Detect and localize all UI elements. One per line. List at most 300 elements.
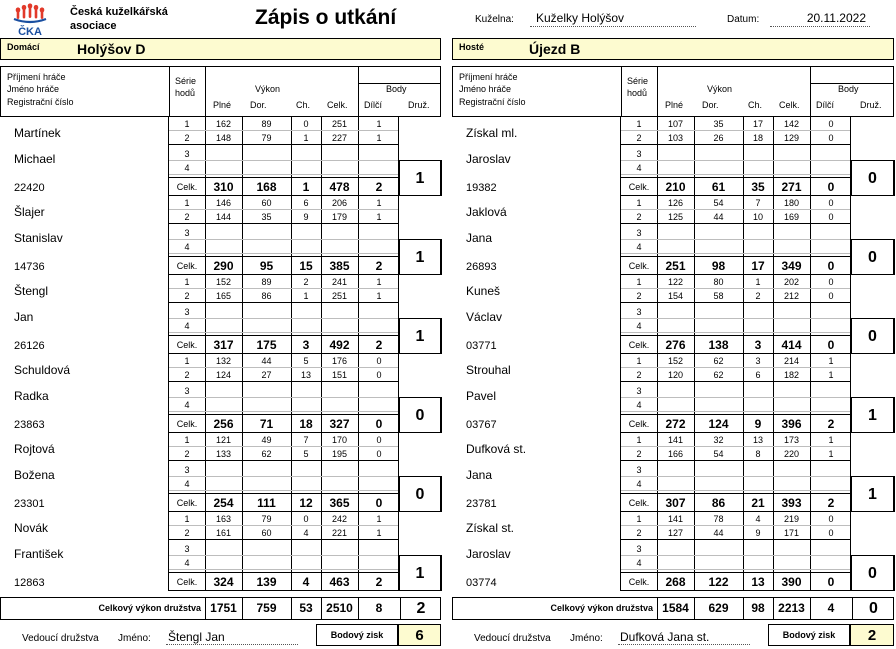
column-label-ch: Ch. xyxy=(748,100,763,110)
score-grid xyxy=(168,275,399,354)
player-surname: Strouhal xyxy=(466,363,511,377)
series-row xyxy=(621,368,850,382)
series-celk: 219 xyxy=(783,514,800,524)
series-ch: 7 xyxy=(755,198,761,208)
total-ch: 3 xyxy=(302,338,310,352)
column-label-dilci: Dílčí xyxy=(364,100,382,110)
player-surname: Rojtová xyxy=(14,442,55,456)
series-row xyxy=(621,117,850,131)
player-first-name: František xyxy=(14,547,64,561)
series-dilci: 1 xyxy=(376,528,382,538)
total-celk: 327 xyxy=(329,417,350,431)
series-dor: 44 xyxy=(713,212,724,222)
series-number: 1 xyxy=(184,356,190,366)
total-plne: 317 xyxy=(213,338,234,352)
total-ch: 15 xyxy=(299,259,313,273)
player-registration-number: 23781 xyxy=(466,498,497,510)
series-plne: 154 xyxy=(667,291,684,301)
player-total-row xyxy=(621,493,850,512)
series-dilci: 1 xyxy=(376,119,382,129)
total-plne: 256 xyxy=(213,417,234,431)
series-celk: 182 xyxy=(783,370,800,380)
series-dor: 62 xyxy=(713,356,724,366)
series-number: 2 xyxy=(636,133,642,143)
away-team-name: Újezd B xyxy=(529,41,581,57)
series-number: 4 xyxy=(184,242,190,252)
column-divider xyxy=(657,67,658,116)
series-plne: 132 xyxy=(215,356,232,366)
series-number: 3 xyxy=(184,149,190,159)
series-dor: 78 xyxy=(713,514,724,524)
column-label-druz: Druž. xyxy=(860,100,882,110)
series-row xyxy=(169,384,398,398)
player-block xyxy=(452,196,894,275)
total-dor: 95 xyxy=(259,259,274,273)
player-block xyxy=(452,275,894,354)
series-dor: 89 xyxy=(261,119,272,129)
total-dilci: 2 xyxy=(375,259,383,273)
series-dilci: 1 xyxy=(828,356,834,366)
series-dor: 49 xyxy=(261,435,272,445)
series-row xyxy=(621,240,850,254)
series-celk: 221 xyxy=(331,528,348,538)
team-total-ch: 98 xyxy=(751,601,765,615)
series-number: 3 xyxy=(184,386,190,396)
series-dor: 62 xyxy=(713,370,724,380)
total-plne: 307 xyxy=(665,496,686,510)
page-title: Zápis o utkání xyxy=(255,6,397,29)
series-row xyxy=(621,556,850,570)
series-number: 4 xyxy=(636,479,642,489)
player-first-name: Jan xyxy=(14,310,34,324)
celk-label: Celk. xyxy=(628,340,650,350)
series-celk: 212 xyxy=(783,291,800,301)
celk-label: Celk. xyxy=(176,419,198,429)
column-divider xyxy=(810,67,811,116)
column-label-plne: Plné xyxy=(213,100,232,110)
column-label-serie-1: Série xyxy=(627,76,649,86)
player-block xyxy=(0,433,441,512)
series-number: 2 xyxy=(184,212,190,222)
score-grid xyxy=(620,433,851,512)
series-plne: 152 xyxy=(667,356,684,366)
series-dor: 54 xyxy=(713,449,724,459)
player-registration-number: 26893 xyxy=(466,261,497,273)
total-celk: 414 xyxy=(781,338,802,352)
player-registration-number: 22420 xyxy=(14,182,45,194)
player-registration-number: 23863 xyxy=(14,419,45,431)
player-total-row xyxy=(621,414,850,433)
series-celk: 176 xyxy=(331,356,348,366)
points-gain-value: 2 xyxy=(850,624,894,646)
column-label-druz: Druž. xyxy=(408,100,430,110)
player-block xyxy=(0,354,441,433)
column-divider xyxy=(358,67,359,116)
score-grid xyxy=(620,196,851,275)
total-celk: 478 xyxy=(329,180,350,194)
series-plne: 162 xyxy=(215,119,232,129)
team-point-box: 1 xyxy=(399,555,442,591)
player-total-row xyxy=(621,177,850,196)
series-row xyxy=(169,226,398,240)
total-celk: 271 xyxy=(781,180,802,194)
column-label-plne: Plné xyxy=(665,100,684,110)
series-number: 2 xyxy=(184,291,190,301)
series-ch: 8 xyxy=(755,449,761,459)
series-row xyxy=(621,210,850,224)
series-number: 4 xyxy=(184,479,190,489)
series-row xyxy=(169,354,398,368)
series-number: 4 xyxy=(636,400,642,410)
score-grid xyxy=(620,354,851,433)
total-dor: 168 xyxy=(256,180,277,194)
series-row xyxy=(621,512,850,526)
total-ch: 17 xyxy=(751,259,765,273)
series-number: 1 xyxy=(184,435,190,445)
team-point-box: 1 xyxy=(399,318,442,354)
series-dilci: 1 xyxy=(828,449,834,459)
series-number: 1 xyxy=(184,198,190,208)
series-dilci: 1 xyxy=(828,435,834,445)
total-dilci: 0 xyxy=(827,180,835,194)
series-row xyxy=(169,556,398,570)
series-row xyxy=(169,368,398,382)
series-row xyxy=(169,161,398,175)
series-dor: 60 xyxy=(261,528,272,538)
total-ch: 1 xyxy=(302,180,310,194)
series-number: 4 xyxy=(636,558,642,568)
team-point-box: 1 xyxy=(399,160,442,196)
series-plne: 107 xyxy=(667,119,684,129)
series-plne: 141 xyxy=(667,435,684,445)
total-dor: 86 xyxy=(711,496,726,510)
series-row xyxy=(169,477,398,491)
series-plne: 148 xyxy=(215,133,232,143)
series-dor: 27 xyxy=(261,370,272,380)
team-point-box: 0 xyxy=(851,555,895,591)
player-first-name: Božena xyxy=(14,468,55,482)
team-leader-name: Štengl Jan xyxy=(166,630,298,645)
team-total-label: Celkový výkon družstva xyxy=(98,603,201,613)
series-dilci: 0 xyxy=(376,449,382,459)
column-label-player-2: Jméno hráče xyxy=(459,84,512,94)
team-total-dilci: 4 xyxy=(827,601,835,615)
series-number: 2 xyxy=(636,528,642,538)
celk-label: Celk. xyxy=(176,182,198,192)
series-plne: 121 xyxy=(215,435,232,445)
series-number: 3 xyxy=(636,149,642,159)
total-dor: 98 xyxy=(711,259,726,273)
series-number: 3 xyxy=(636,544,642,554)
column-divider xyxy=(621,67,622,116)
series-row xyxy=(169,305,398,319)
org-line-1: Česká kuželkářská xyxy=(70,6,168,18)
series-number: 1 xyxy=(184,277,190,287)
series-row xyxy=(169,240,398,254)
total-dor: 71 xyxy=(259,417,274,431)
player-surname: Dufková st. xyxy=(466,442,527,456)
series-row xyxy=(169,447,398,461)
series-plne: 163 xyxy=(215,514,232,524)
total-plne: 251 xyxy=(665,259,686,273)
total-dilci: 0 xyxy=(827,259,835,273)
player-total-row xyxy=(621,256,850,275)
total-plne: 268 xyxy=(665,575,686,589)
total-ch: 13 xyxy=(751,575,765,589)
total-plne: 276 xyxy=(665,338,686,352)
total-dilci: 0 xyxy=(375,496,383,510)
series-number: 4 xyxy=(636,242,642,252)
series-celk: 170 xyxy=(331,435,348,445)
series-dor: 35 xyxy=(713,119,724,129)
series-ch: 1 xyxy=(303,291,309,301)
team-point-box: 0 xyxy=(399,397,442,433)
player-surname: Novák xyxy=(14,521,49,535)
total-ch: 12 xyxy=(299,496,313,510)
player-block xyxy=(452,117,894,196)
series-dilci: 1 xyxy=(376,277,382,287)
team-total-dilci: 8 xyxy=(375,601,383,615)
series-celk: 171 xyxy=(783,528,800,538)
series-row xyxy=(169,289,398,303)
series-dilci: 0 xyxy=(376,356,382,366)
team-point-box: 1 xyxy=(851,397,895,433)
player-surname: Schuldová xyxy=(14,363,71,377)
player-first-name: Václav xyxy=(466,310,503,324)
total-ch: 9 xyxy=(754,417,762,431)
total-dor: 111 xyxy=(257,496,276,510)
player-first-name: Radka xyxy=(14,389,49,403)
total-dilci: 0 xyxy=(827,338,835,352)
series-row xyxy=(621,526,850,540)
column-label-player-1: Příjmení hráče xyxy=(459,72,518,82)
series-celk: 242 xyxy=(331,514,348,524)
series-plne: 166 xyxy=(667,449,684,459)
total-dor: 124 xyxy=(708,417,729,431)
series-number: 2 xyxy=(184,449,190,459)
total-ch: 3 xyxy=(754,338,762,352)
score-grid xyxy=(168,196,399,275)
column-label-player-3: Registrační číslo xyxy=(7,97,74,107)
player-total-row xyxy=(169,256,398,275)
series-plne: 125 xyxy=(667,212,684,222)
series-ch: 5 xyxy=(303,356,309,366)
player-total-row xyxy=(169,335,398,354)
series-number: 2 xyxy=(184,528,190,538)
points-gain-label: Bodový zisk xyxy=(316,624,398,646)
series-number: 4 xyxy=(184,163,190,173)
series-celk: 169 xyxy=(783,212,800,222)
home-side-label: Domácí xyxy=(7,42,40,52)
series-number: 3 xyxy=(184,228,190,238)
series-number: 3 xyxy=(636,465,642,475)
series-dor: 80 xyxy=(713,277,724,287)
column-label-player-2: Jméno hráče xyxy=(7,84,60,94)
series-ch: 10 xyxy=(752,212,763,222)
series-dor: 32 xyxy=(713,435,724,445)
total-dilci: 2 xyxy=(827,417,835,431)
series-dilci: 0 xyxy=(828,514,834,524)
total-dilci: 2 xyxy=(375,180,383,194)
team-point-box: 1 xyxy=(851,476,895,512)
datum-value: 20.11.2022 xyxy=(770,11,870,27)
player-surname: Šlajer xyxy=(14,205,45,219)
series-celk: 227 xyxy=(331,133,348,143)
player-surname: Štengl xyxy=(14,284,49,298)
series-row xyxy=(621,477,850,491)
points-gain-value: 6 xyxy=(398,624,441,646)
player-registration-number: 26126 xyxy=(14,340,45,352)
player-registration-number: 03774 xyxy=(466,577,497,589)
team-total-dor: 629 xyxy=(708,601,729,615)
series-number: 1 xyxy=(184,119,190,129)
series-number: 1 xyxy=(636,514,642,524)
series-celk: 195 xyxy=(331,449,348,459)
series-dor: 58 xyxy=(713,291,724,301)
series-celk: 251 xyxy=(331,291,348,301)
series-number: 2 xyxy=(184,133,190,143)
team-leader-label: Vedoucí družstva xyxy=(474,633,551,644)
team-leader-name-label: Jméno: xyxy=(118,633,151,644)
player-total-row xyxy=(169,493,398,512)
column-label-serie-2: hodů xyxy=(175,88,196,98)
series-row xyxy=(169,210,398,224)
kuzelna-label: Kuželna: xyxy=(475,14,514,25)
series-ch: 5 xyxy=(303,449,309,459)
total-dor: 139 xyxy=(256,575,277,589)
series-row xyxy=(621,433,850,447)
logo-text: ČKA xyxy=(18,26,42,37)
team-point-box: 0 xyxy=(851,318,895,354)
player-total-row xyxy=(621,335,850,354)
kuzelna-value: Kuželky Holýšov xyxy=(530,11,696,27)
series-ch: 1 xyxy=(303,133,309,143)
team-leader-name: Dufková Jana st. xyxy=(618,630,750,645)
celk-label: Celk. xyxy=(628,577,650,587)
series-row xyxy=(621,384,850,398)
column-label-vykon: Výkon xyxy=(255,84,281,94)
total-celk: 365 xyxy=(329,496,350,510)
series-dilci: 0 xyxy=(828,133,834,143)
series-number: 2 xyxy=(636,370,642,380)
org-line-2: asociace xyxy=(70,20,117,32)
team-point-box: 1 xyxy=(399,239,442,275)
total-dor: 122 xyxy=(708,575,729,589)
total-celk: 349 xyxy=(781,259,802,273)
series-plne: 161 xyxy=(215,528,232,538)
celk-label: Celk. xyxy=(176,498,198,508)
total-celk: 390 xyxy=(781,575,802,589)
column-divider xyxy=(205,67,206,116)
score-grid xyxy=(168,512,399,591)
team-total-plne: 1751 xyxy=(210,601,237,615)
series-celk: 202 xyxy=(783,277,800,287)
celk-label: Celk. xyxy=(628,182,650,192)
series-number: 4 xyxy=(184,400,190,410)
total-celk: 463 xyxy=(329,575,350,589)
series-ch: 9 xyxy=(303,212,309,222)
series-row xyxy=(621,226,850,240)
total-ch: 35 xyxy=(751,180,765,194)
series-plne: 165 xyxy=(215,291,232,301)
series-ch: 17 xyxy=(752,119,763,129)
column-label-celk: Celk. xyxy=(327,100,348,110)
series-number: 3 xyxy=(184,307,190,317)
score-grid xyxy=(620,275,851,354)
series-ch: 3 xyxy=(755,356,761,366)
series-row xyxy=(621,147,850,161)
series-dilci: 0 xyxy=(376,370,382,380)
series-celk: 129 xyxy=(783,133,800,143)
total-dor: 138 xyxy=(708,338,729,352)
series-ch: 13 xyxy=(300,370,311,380)
series-ch: 2 xyxy=(303,277,309,287)
series-plne: 152 xyxy=(215,277,232,287)
player-registration-number: 14736 xyxy=(14,261,45,273)
column-label-body: Body xyxy=(838,84,859,94)
away-side-label: Hosté xyxy=(459,42,485,52)
series-row xyxy=(169,542,398,556)
series-dilci: 0 xyxy=(376,435,382,445)
total-plne: 324 xyxy=(213,575,234,589)
player-block xyxy=(452,354,894,433)
series-dilci: 1 xyxy=(376,514,382,524)
series-number: 3 xyxy=(184,465,190,475)
column-divider xyxy=(169,67,170,116)
series-dor: 79 xyxy=(261,514,272,524)
series-ch: 18 xyxy=(752,133,763,143)
series-plne: 144 xyxy=(215,212,232,222)
player-first-name: Jana xyxy=(466,231,493,245)
series-row xyxy=(169,319,398,333)
series-row xyxy=(169,117,398,131)
series-dilci: 1 xyxy=(376,133,382,143)
series-row xyxy=(169,512,398,526)
series-dilci: 0 xyxy=(828,528,834,538)
player-registration-number: 19382 xyxy=(466,182,497,194)
series-dilci: 0 xyxy=(828,291,834,301)
series-row xyxy=(169,398,398,412)
series-dilci: 0 xyxy=(828,119,834,129)
series-row xyxy=(169,131,398,145)
column-label-celk: Celk. xyxy=(779,100,800,110)
player-block xyxy=(0,117,441,196)
series-dor: 86 xyxy=(261,291,272,301)
series-dor: 54 xyxy=(713,198,724,208)
player-registration-number: 03771 xyxy=(466,340,497,352)
score-grid xyxy=(620,512,851,591)
series-row xyxy=(169,463,398,477)
series-row xyxy=(169,147,398,161)
player-surname: Martínek xyxy=(14,126,61,140)
series-dilci: 0 xyxy=(828,198,834,208)
player-surname: Kuneš xyxy=(466,284,501,298)
total-celk: 385 xyxy=(329,259,350,273)
column-label-dor: Dor. xyxy=(702,100,719,110)
player-total-row xyxy=(621,572,850,591)
celk-label: Celk. xyxy=(176,340,198,350)
series-dor: 44 xyxy=(713,528,724,538)
team-total-celk: 2213 xyxy=(778,601,805,615)
series-celk: 180 xyxy=(783,198,800,208)
series-ch: 9 xyxy=(755,528,761,538)
series-plne: 133 xyxy=(215,449,232,459)
celk-label: Celk. xyxy=(176,261,198,271)
series-dilci: 1 xyxy=(376,198,382,208)
column-header xyxy=(0,66,441,117)
series-ch: 7 xyxy=(303,435,309,445)
column-label-vykon: Výkon xyxy=(707,84,733,94)
